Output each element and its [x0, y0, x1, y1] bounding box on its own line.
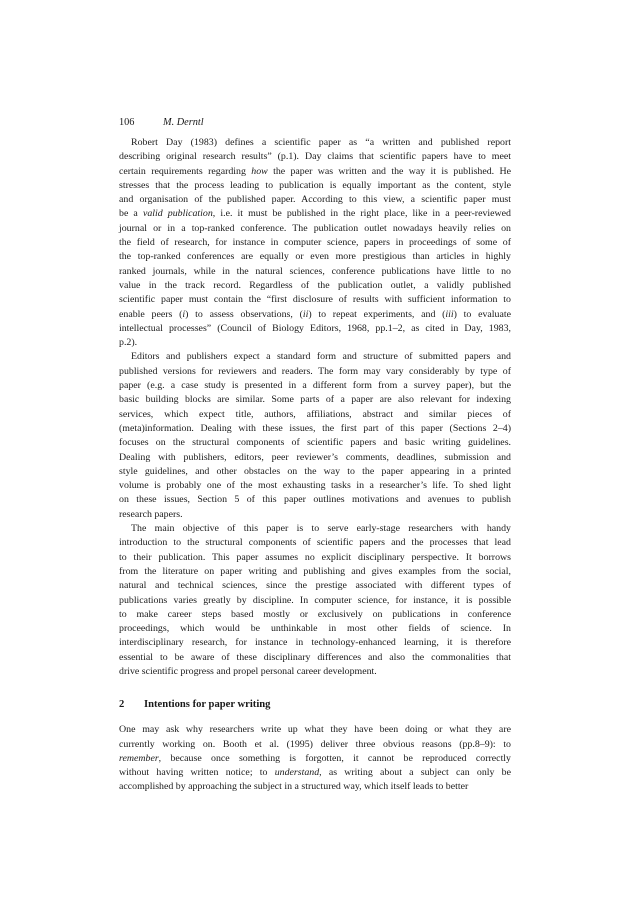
text-line: remember, because once something is forgotten, it cannot be reproduced correctly	[119, 752, 511, 764]
text-line: to make career steps based mostly or exclusively on publications in conference	[119, 608, 511, 620]
section-paragraphs	[119, 723, 511, 794]
text-line: publications varies greatly by discipline. In computer science, for instance, it is possible	[119, 594, 511, 606]
text-line: value in the track record. Regardless of the publication outlet, a validly published	[119, 279, 511, 291]
section-number: 2	[119, 699, 125, 711]
text-line: accomplished by approaching the subject in a structured way, which itself leads to better	[119, 781, 469, 793]
text-line: and organisation of the published paper. According to this view, a scientific paper must	[119, 194, 511, 206]
text-line: natural and technical sciences, since the prestige associated with different types of	[119, 580, 511, 592]
text-line: from the literature on paper writing and publishing and gives examples from the social,	[119, 565, 511, 577]
text-line: interdisciplinary research, for instance in technology-enhanced learning, it is therefore	[119, 637, 511, 649]
text-line: research papers.	[119, 508, 183, 520]
text-line: currently working on. Booth et al. (1995) deliver three obvious reasons (pp.8–9): to	[119, 738, 511, 750]
text-line: One may ask why researchers write up what they have been doing or what they are	[119, 724, 511, 736]
text-line: describing original research results” (p.1). Day claims that scientific papers have to meet	[119, 151, 511, 163]
intro-paragraphs	[119, 136, 511, 679]
text-line: the field of research, for instance in computer science, papers in proceedings of some of	[119, 237, 511, 249]
text-line: intellectual processes” (Council of Biology Editors, 1968, pp.1–2, as cited in Day, 1983,	[119, 322, 511, 334]
text-line: paper (e.g. a case study is presented in a different form from a survey paper), but the	[119, 380, 511, 392]
text-line: to their publication. This paper assumes no explicit disciplinary perspective. It borrows	[119, 551, 511, 563]
text-line: stresses that the process leading to publication is equally important as the content, style	[119, 179, 511, 191]
text-line: p.2).	[119, 337, 138, 349]
text-line: the top-ranked conferences are equally or even more prestigious than articles in highly	[119, 251, 511, 263]
text-line: basic building blocks are similar. Some parts of a paper are also relevant for indexing	[119, 394, 511, 406]
text-line: without having written notice; to understand, as writing about a subject can only be	[119, 767, 511, 779]
paragraph-p2	[119, 350, 511, 522]
text-line: The main objective of this paper is to serve early-stage researchers with handy	[131, 523, 511, 535]
text-line: be a valid publication, i.e. it must be published in the right place, like in a peer-reviewed	[119, 208, 511, 220]
running-head-author: M. Derntl	[163, 117, 204, 128]
text-line: drive scientific progress and propel personal career development.	[119, 665, 377, 677]
section-heading	[119, 698, 511, 712]
body-text	[119, 136, 511, 795]
text-line: introduction to the structural components of scientific papers and the processes that lead	[119, 537, 511, 549]
text-line: essential to be aware of these disciplinary differences and also the commonalities that	[119, 651, 511, 663]
text-line: (meta)information. Dealing with these issues, the first part of this paper (Sections 2–4)	[119, 422, 511, 434]
section-title: Intentions for paper writing	[144, 699, 271, 711]
text-line: proceedings, which would be unthinkable in most other fields of science. In	[119, 623, 511, 635]
text-line: on these issues, Section 5 of this paper outlines motivations and avenues to publish	[119, 494, 511, 506]
paragraph-p4	[119, 723, 511, 794]
paragraph-p1	[119, 136, 511, 350]
page-number: 106	[119, 117, 135, 128]
text-line: enable peers (i) to assess observations, (ii) to repeat experiments, and (iii) to evaluate	[119, 308, 511, 320]
text-line: Robert Day (1983) defines a scientific paper as “a written and published report	[131, 137, 511, 148]
text-line: scientific paper must contain the “first disclosure of results with sufficient information to	[119, 294, 511, 306]
text-line: focuses on the structural components of scientific papers and basic writing guidelines.	[119, 437, 511, 449]
text-line: Editors and publishers expect a standard form and structure of submitted papers and	[131, 351, 511, 363]
paragraph-p3	[119, 522, 511, 679]
text-line: Dealing with publishers, editors, peer reviewer’s comments, deadlines, submission and	[119, 451, 511, 463]
text-line: volume is probably one of the most exhausting tasks in a researcher’s life. To shed light	[119, 480, 511, 492]
text-line: published versions for reviewers and readers. The form may vary considerably by type of	[119, 365, 511, 377]
text-line: journal or in a top-ranked conference. The publication outlet nowadays heavily relies on	[119, 222, 511, 234]
running-head	[119, 117, 204, 129]
text-line: services, which expect title, authors, affiliations, abstract and similar pieces of	[119, 408, 511, 420]
text-line: style guidelines, and other obstacles on the way to the paper appearing in a printed	[119, 465, 511, 477]
text-line: ranked journals, while in the natural sciences, conference publications have little to no	[119, 265, 511, 277]
text-line: certain requirements regarding how the paper was written and the way it is published. He	[119, 165, 511, 177]
